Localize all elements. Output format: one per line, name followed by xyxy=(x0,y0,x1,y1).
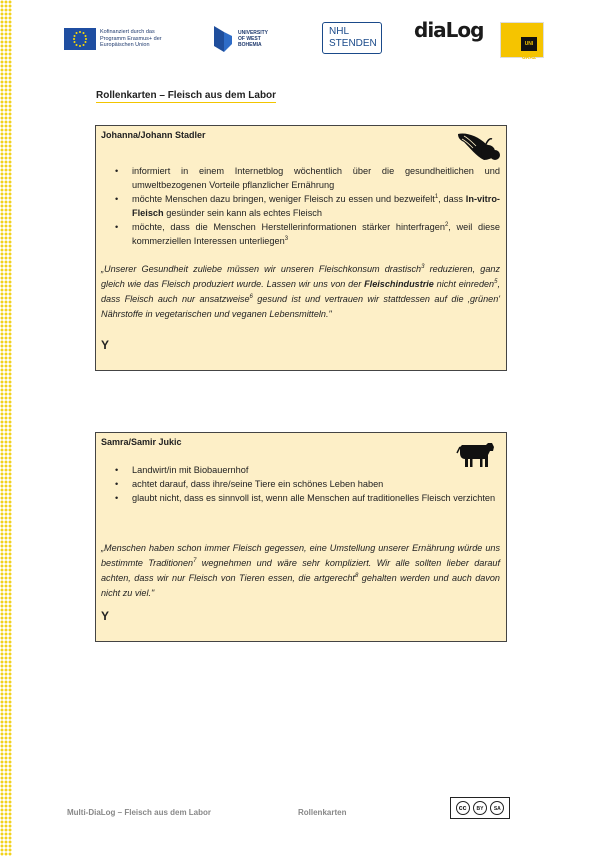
cc-license-badge xyxy=(450,797,510,819)
quote: „Menschen haben schon immer Fleisch gegessen, eine Umstellung unserer Ernährung würde uns bestimmte Traditionen$^7$ wegnehmen und wäre sehr kompliziert. Wir alle sollten lieber darauf achten, dass wir nur Fleisch von Tieren essen, die artgerecht$^8$ gehalten werden und auch davon nicht zu viel." xyxy=(101,543,500,598)
eu-logo xyxy=(64,28,170,50)
bullet-list xyxy=(104,164,500,248)
eu-flag-icon xyxy=(64,28,96,50)
cc-icon: cc xyxy=(456,801,470,815)
list-item: • achtet darauf, dass ihre/seine Tiere ein schönes Leben haben xyxy=(104,477,500,491)
document-title: Rollenkarten – Fleisch aus dem Labor xyxy=(96,90,277,101)
partner-logos xyxy=(64,18,544,61)
uni-graz-logo xyxy=(500,22,544,61)
uwb-mark-icon xyxy=(212,24,234,54)
eu-funding-text: Kofinanziert durch das Programm Erasmus+ der Europäischen Union xyxy=(100,29,162,49)
nhl-stenden-logo xyxy=(322,22,382,54)
yellow-dotted-border xyxy=(0,0,12,856)
card-name: Samra/Samir Jukic xyxy=(101,437,182,447)
list-item: • Landwirt/in mit Biobauernhof xyxy=(104,463,500,477)
bullet-list xyxy=(104,463,500,505)
list-item: • möchte, dass die Menschen Herstellerinformationen stärker hinterfragen$^2$, weil diese kommerziellen Interessen unterliegen$^3$ xyxy=(104,220,500,248)
footer-center: Rollenkarten xyxy=(298,808,347,817)
by-icon: BY xyxy=(473,801,487,815)
uwb-logo xyxy=(212,24,272,54)
nhl-line2: STENDEN xyxy=(329,38,377,49)
list-item: • möchte Menschen dazu bringen, weniger Fleisch zu essen und bezweifelt$^1$, dass In-vitro-Fleisch gesünder sein kann als echtes Fleisch xyxy=(104,192,500,220)
nhl-line1: NHL xyxy=(329,26,350,37)
y-marker: Y xyxy=(101,338,110,352)
list-item: • glaubt nicht, dass es sinnvoll ist, wenn alle Menschen auf traditionelles Fleisch verzichten xyxy=(104,491,500,505)
card-name: Johanna/Johann Stadler xyxy=(101,130,206,140)
uni-graz-text: UNI GRAZ xyxy=(521,37,537,51)
sa-icon: SA xyxy=(490,801,504,815)
role-card-jukic xyxy=(95,432,507,642)
role-card-stadler xyxy=(95,125,507,371)
list-item: • informiert in einem Internetblog wöchentlich über die gesundheitlichen und umweltbezogenen Vorteile pflanzlicher Ernährung xyxy=(104,164,500,192)
quote: „Unserer Gesundheit zuliebe müssen wir unseren Fleischkonsum drastisch$^3$ reduzieren, ganz gleich wie das Fleisch produziert wurde. Lassen wir uns von der Fleischindustrie nicht einreden$^5$, dass Fleisch auch nur ansatzweise$^6$ gesund ist und vertrauen wir stattdessen auf die ‚grünen' Nährstoffe in vegetarischen und veganen Lebensmitteln." xyxy=(101,263,500,319)
y-marker: Y xyxy=(101,609,110,623)
dialog-logo: diaLog xyxy=(414,18,484,42)
uwb-text: UNIVERSITY OF WEST BOHEMIA xyxy=(238,30,268,48)
footer-left: Multi-DiaLog – Fleisch aus dem Labor xyxy=(67,808,212,817)
